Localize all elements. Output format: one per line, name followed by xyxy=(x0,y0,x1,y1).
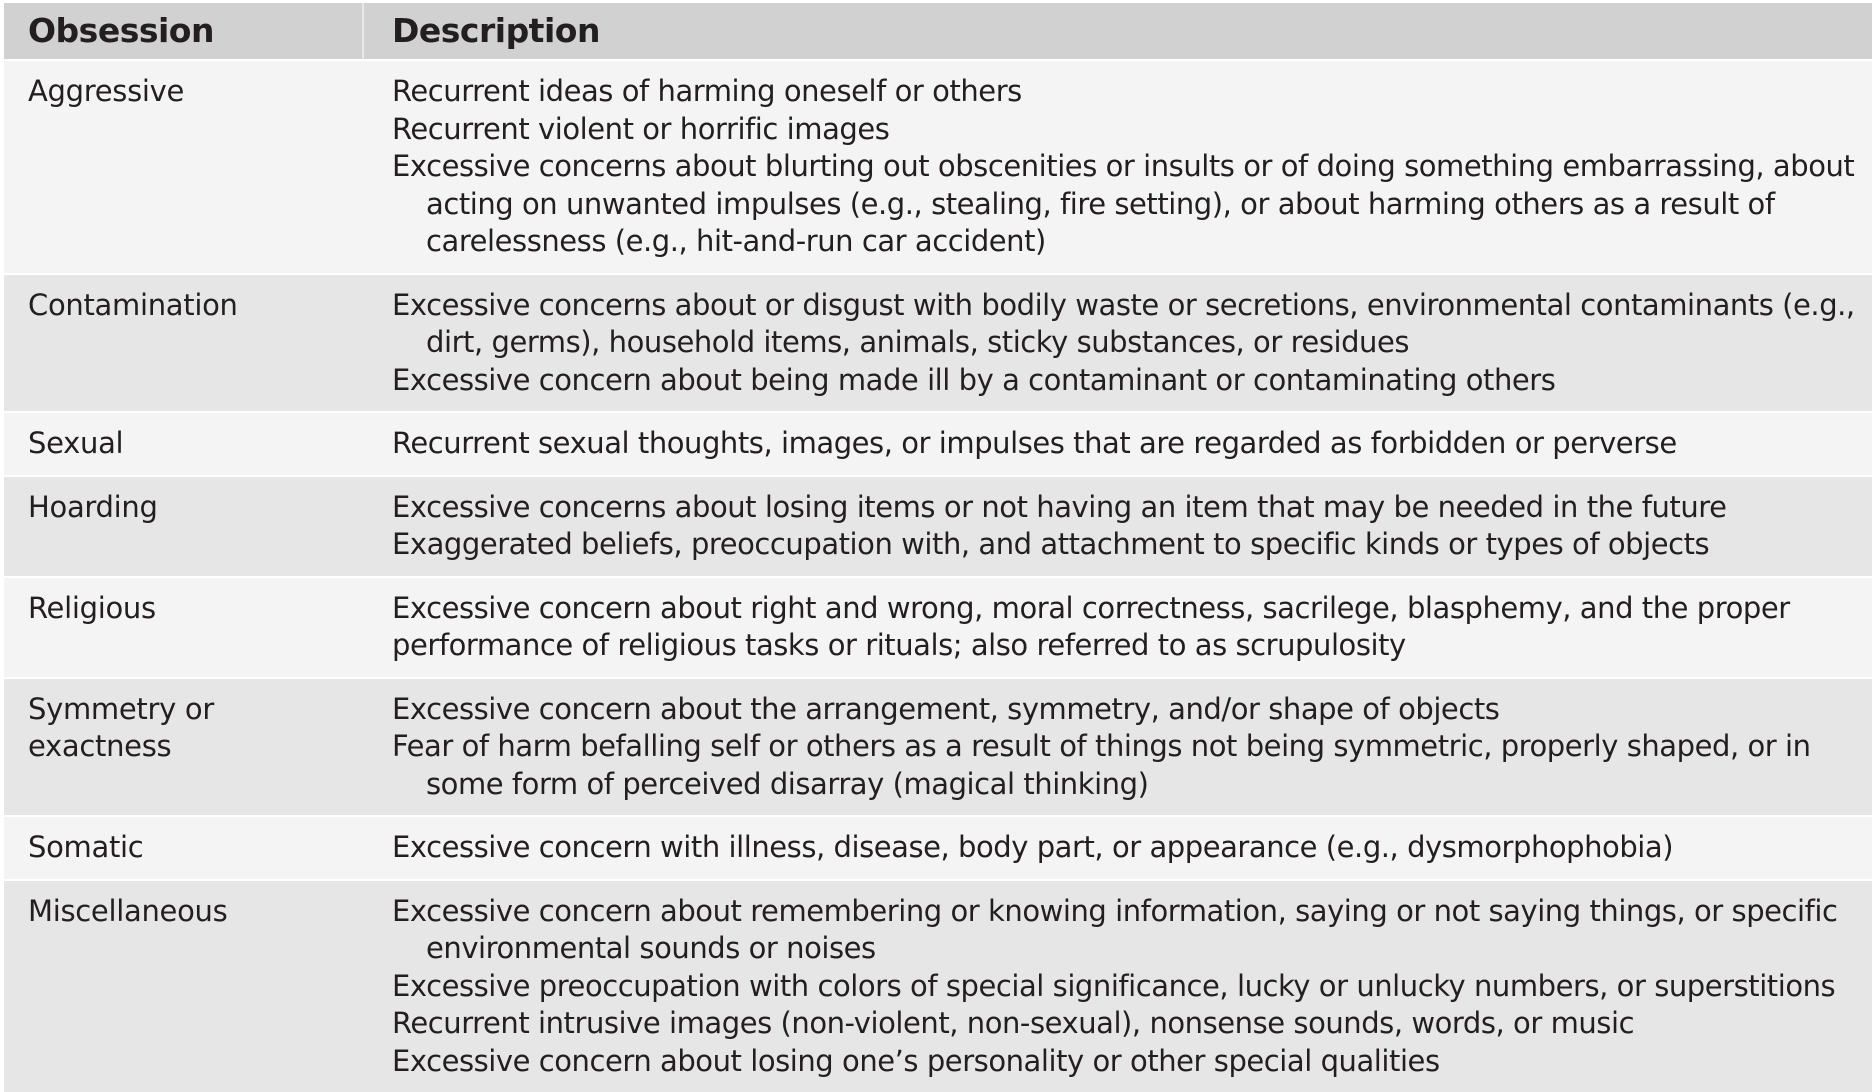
obsession-cell: Sexual xyxy=(4,425,364,463)
description-cell xyxy=(364,590,1872,665)
obsession-cell: Hoarding xyxy=(4,489,364,564)
description-line: Recurrent intrusive images (non-violent, non-sexual), nonsense sounds, words, or music xyxy=(392,1005,1858,1043)
obsession-cell: Somatic xyxy=(4,829,364,867)
table-row xyxy=(4,815,1872,879)
obsession-cell: Contamination xyxy=(4,287,364,400)
table-row xyxy=(4,879,1872,1092)
description-cell xyxy=(364,287,1872,400)
description-line: Recurrent violent or horrific images xyxy=(392,111,1858,149)
description-line: Excessive concern about remembering or knowing information, saying or not saying things, or specific environmental sounds or noises xyxy=(392,893,1858,968)
description-line: Recurrent sexual thoughts, images, or impulses that are regarded as forbidden or perverse xyxy=(392,425,1858,463)
description-line: Excessive concern about being made ill by a contaminant or contaminating others xyxy=(392,362,1858,400)
description-cell xyxy=(364,829,1872,867)
description-cell xyxy=(364,425,1872,463)
description-line: Excessive concern about losing one’s personality or other special qualities xyxy=(392,1043,1858,1081)
description-line: Fear of harm befalling self or others as a result of things not being symmetric, properly shaped, or in some form of perceived disarray (magical thinking) xyxy=(392,728,1858,803)
description-line: Excessive concerns about or disgust with bodily waste or secretions, environmental contaminants (e.g., dirt, germs), household items, animals, sticky substances, or residues xyxy=(392,287,1858,362)
obsessions-table xyxy=(4,3,1872,1092)
description-cell xyxy=(364,73,1872,261)
obsession-cell: Aggressive xyxy=(4,73,364,261)
table-row xyxy=(4,576,1872,677)
table-row xyxy=(4,273,1872,412)
table-row xyxy=(4,475,1872,576)
obsession-cell: Miscellaneous xyxy=(4,893,364,1081)
table-row xyxy=(4,411,1872,475)
description-cell xyxy=(364,489,1872,564)
description-line: Recurrent ideas of harming oneself or others xyxy=(392,73,1858,111)
description-line: Exaggerated beliefs, preoccupation with, and attachment to specific kinds or types of objects xyxy=(392,526,1858,564)
description-cell xyxy=(364,893,1872,1081)
obsession-cell: Religious xyxy=(4,590,364,665)
header-obsession: Obsession xyxy=(4,3,364,59)
description-line: Excessive concern about right and wrong, moral correctness, sacrilege, blasphemy, and the proper performance of religious tasks or rituals; also referred to as scrupulosity xyxy=(392,590,1858,665)
table-header xyxy=(4,3,1872,59)
description-line: Excessive preoccupation with colors of special significance, lucky or unlucky numbers, or superstitions xyxy=(392,968,1858,1006)
description-line: Excessive concerns about losing items or not having an item that may be needed in the future xyxy=(392,489,1858,527)
description-line: Excessive concerns about blurting out obscenities or insults or of doing something embarrassing, about acting on unwanted impulses (e.g., stealing, fire setting), or about harming others as a result of carelessness (e.g., hit-and-run car accident) xyxy=(392,148,1858,261)
description-line: Excessive concern with illness, disease, body part, or appearance (e.g., dysmorphophobia) xyxy=(392,829,1858,867)
table-row xyxy=(4,59,1872,273)
obsession-cell: Symmetry or exactness xyxy=(4,691,364,804)
description-line: Excessive concern about the arrangement, symmetry, and/or shape of objects xyxy=(392,691,1858,729)
description-cell xyxy=(364,691,1872,804)
header-description: Description xyxy=(364,3,1872,59)
table-row xyxy=(4,677,1872,816)
